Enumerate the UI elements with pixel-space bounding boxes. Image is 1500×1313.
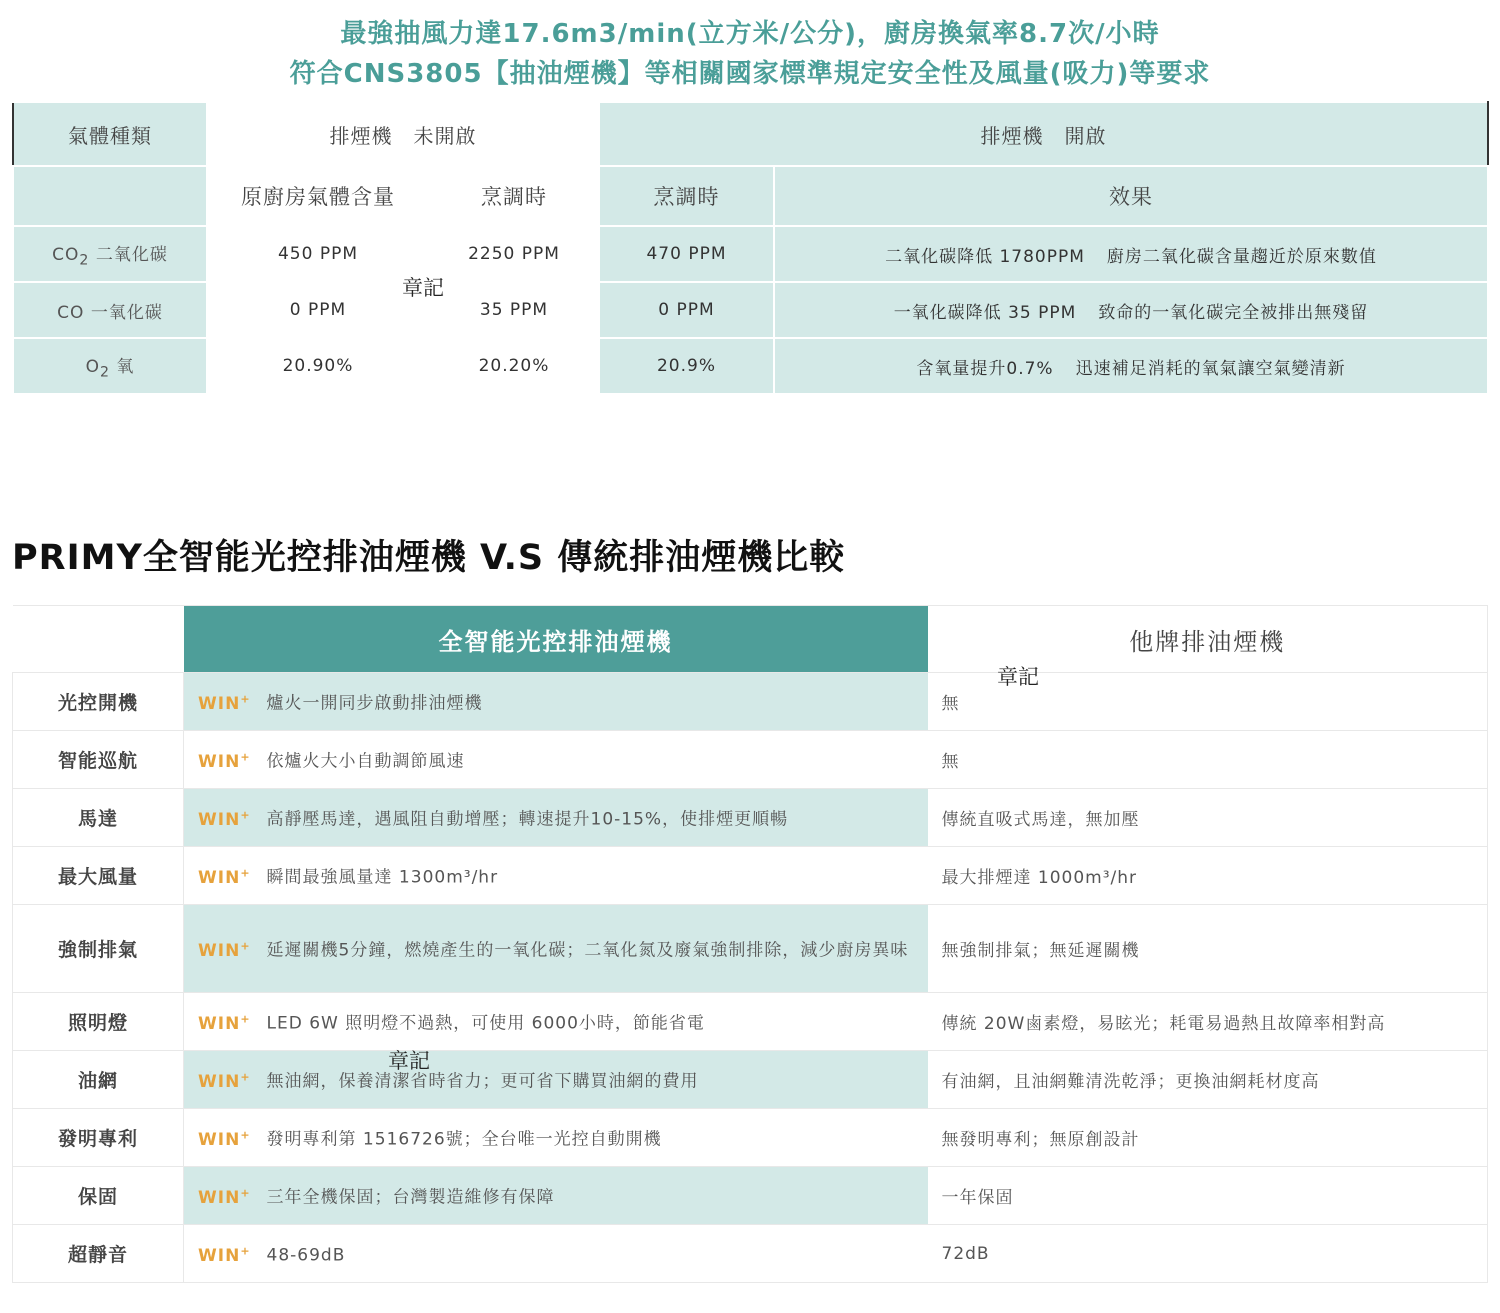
comparison-row xyxy=(13,905,1488,993)
primy-feature-cell xyxy=(184,1225,928,1283)
comparison-row xyxy=(13,1167,1488,1225)
win-badge: WIN+ xyxy=(198,939,251,961)
primy-column-header: 全智能光控排油煙機 xyxy=(184,606,928,673)
other-brand-cell: 無 xyxy=(928,731,1488,789)
feature-comparison-table xyxy=(12,605,1488,1283)
gas-table-sub-header xyxy=(13,166,1488,226)
comparison-header-row xyxy=(13,606,1488,673)
empty-header-cell xyxy=(13,606,184,673)
cooking-off-value: 20.20% xyxy=(429,338,599,394)
feature-name: 照明燈 xyxy=(13,993,184,1051)
primy-feature-cell xyxy=(184,993,928,1051)
original-value: 0 PPM xyxy=(207,282,429,338)
feature-name: 馬達 xyxy=(13,789,184,847)
win-badge: WIN+ xyxy=(198,1244,251,1266)
fan-off-header: 排煙機 未開啟 xyxy=(207,102,599,166)
primy-feature-cell xyxy=(184,789,928,847)
gas-name: $O_2$ 氧 xyxy=(13,338,207,394)
empty-header-cell xyxy=(13,166,207,226)
stamp-mark: 章記 xyxy=(997,665,1039,689)
stamp-mark: 章記 xyxy=(388,1049,430,1073)
original-content-header: 原廚房氣體含量 xyxy=(207,166,429,226)
primy-feature-text: 爐火一開同步啟動排油煙機 xyxy=(266,693,483,714)
primy-feature-text: 48-69dB xyxy=(266,1245,346,1266)
primy-feature-text: 瞬間最強風量達 1300m³/hr xyxy=(266,867,499,888)
primy-feature-text: 發明專利第 1516726號；全台唯一光控自動開機 xyxy=(266,1129,662,1150)
gas-row xyxy=(13,226,1488,282)
primy-feature-text: 三年全機保固；台灣製造維修有保障 xyxy=(266,1187,555,1208)
win-badge: WIN+ xyxy=(198,1012,251,1034)
other-brand-cell: 傳統直吸式馬達，無加壓 xyxy=(928,789,1488,847)
primy-feature-cell xyxy=(184,1167,928,1225)
primy-feature-text: 依爐火大小自動調節風速 xyxy=(266,751,465,772)
other-brand-cell: 傳統 20W鹵素燈，易眩光；耗電易過熱且故障率相對高 xyxy=(928,993,1488,1051)
other-brand-cell: 72dB xyxy=(928,1225,1488,1283)
win-badge: WIN+ xyxy=(198,1186,251,1208)
other-brand-cell: 無 xyxy=(928,673,1488,731)
cooking-off-value: 35 PPM xyxy=(429,282,599,338)
comparison-row xyxy=(13,789,1488,847)
comparison-title: PRIMY全智能光控排油煙機 V.S 傳統排油煙機比較 xyxy=(12,538,846,578)
cooking-on-value: 470 PPM xyxy=(599,226,774,282)
cooking-off-value: 2250 PPM xyxy=(429,226,599,282)
gas-comparison-table xyxy=(12,101,1489,395)
gas-name: CO 一氧化碳 xyxy=(13,282,207,338)
original-value: 20.90% xyxy=(207,338,429,394)
primy-feature-cell xyxy=(184,905,928,993)
effect-value: 含氧量提升0.7% 迅速補足消耗的氧氣讓空氣變清新 xyxy=(774,338,1488,394)
comparison-row xyxy=(13,847,1488,905)
comparison-row xyxy=(13,1225,1488,1283)
effect-header: 效果 xyxy=(774,166,1488,226)
win-badge: WIN+ xyxy=(198,692,251,714)
feature-name: 油網 xyxy=(13,1051,184,1109)
primy-feature-text: LED 6W 照明燈不過熱，可使用 6000小時，節能省電 xyxy=(266,1013,705,1034)
primy-feature-cell xyxy=(184,847,928,905)
primy-feature-text: 無油網，保養清潔省時省力；更可省下購買油網的費用 xyxy=(266,1071,699,1092)
comparison-row xyxy=(13,731,1488,789)
feature-name: 光控開機 xyxy=(13,673,184,731)
other-brand-cell: 有油網，且油網難清洗乾淨；更換油網耗材度高 xyxy=(928,1051,1488,1109)
feature-name: 智能巡航 xyxy=(13,731,184,789)
primy-feature-text: 高靜壓馬達，遇風阻自動增壓；轉速提升10-15%，使排煙更順暢 xyxy=(266,809,789,830)
feature-name: 保固 xyxy=(13,1167,184,1225)
stamp-mark: 章記 xyxy=(402,276,444,300)
win-badge: WIN+ xyxy=(198,1128,251,1150)
feature-name: 最大風量 xyxy=(13,847,184,905)
effect-value: 一氧化碳降低 35 PPM 致命的一氧化碳完全被排出無殘留 xyxy=(774,282,1488,338)
other-brand-cell: 一年保固 xyxy=(928,1167,1488,1225)
win-badge: WIN+ xyxy=(198,866,251,888)
win-badge: WIN+ xyxy=(198,1070,251,1092)
cooking-off-header: 烹調時 xyxy=(429,166,599,226)
feature-name: 強制排氣 xyxy=(13,905,184,993)
win-badge: WIN+ xyxy=(198,808,251,830)
primy-feature-cell xyxy=(184,673,928,731)
primy-feature-cell xyxy=(184,1051,928,1109)
other-brand-column-header: 他牌排油煙機 xyxy=(928,606,1488,673)
gas-type-header: 氣體種類 xyxy=(13,102,207,166)
fan-on-header: 排煙機 開啟 xyxy=(599,102,1488,166)
primy-feature-text: 延遲關機5分鐘，燃燒產生的一氧化碳；二氧化氮及廢氣強制排除，減少廚房異味 xyxy=(266,940,909,961)
original-value: 450 PPM xyxy=(207,226,429,282)
comparison-row xyxy=(13,1051,1488,1109)
cooking-on-value: 20.9% xyxy=(599,338,774,394)
primy-feature-cell xyxy=(184,1109,928,1167)
header-line-1: 最強抽風力達17.6m3/min(立方米/公分)，廚房換氣率8.7次/小時 xyxy=(340,19,1160,49)
page-header xyxy=(0,14,1500,94)
other-brand-cell: 最大排煙達 1000m³/hr xyxy=(928,847,1488,905)
primy-feature-cell xyxy=(184,731,928,789)
cooking-on-header: 烹調時 xyxy=(599,166,774,226)
comparison-row xyxy=(13,993,1488,1051)
other-brand-cell: 無發明專利；無原創設計 xyxy=(928,1109,1488,1167)
comparison-row xyxy=(13,1109,1488,1167)
feature-name: 超靜音 xyxy=(13,1225,184,1283)
gas-row xyxy=(13,282,1488,338)
gas-row xyxy=(13,338,1488,394)
comparison-rows xyxy=(13,673,1488,1283)
cooking-on-value: 0 PPM xyxy=(599,282,774,338)
effect-value: 二氧化碳降低 1780PPM 廚房二氧化碳含量趨近於原來數值 xyxy=(774,226,1488,282)
win-badge: WIN+ xyxy=(198,750,251,772)
gas-table-group-header xyxy=(13,102,1488,166)
header-line-2: 符合CNS3805【抽油煙機】等相關國家標準規定安全性及風量(吸力)等要求 xyxy=(289,59,1211,89)
gas-name: $CO_2$ 二氧化碳 xyxy=(13,226,207,282)
other-brand-cell: 無強制排氣；無延遲關機 xyxy=(928,905,1488,993)
comparison-row xyxy=(13,673,1488,731)
feature-name: 發明專利 xyxy=(13,1109,184,1167)
